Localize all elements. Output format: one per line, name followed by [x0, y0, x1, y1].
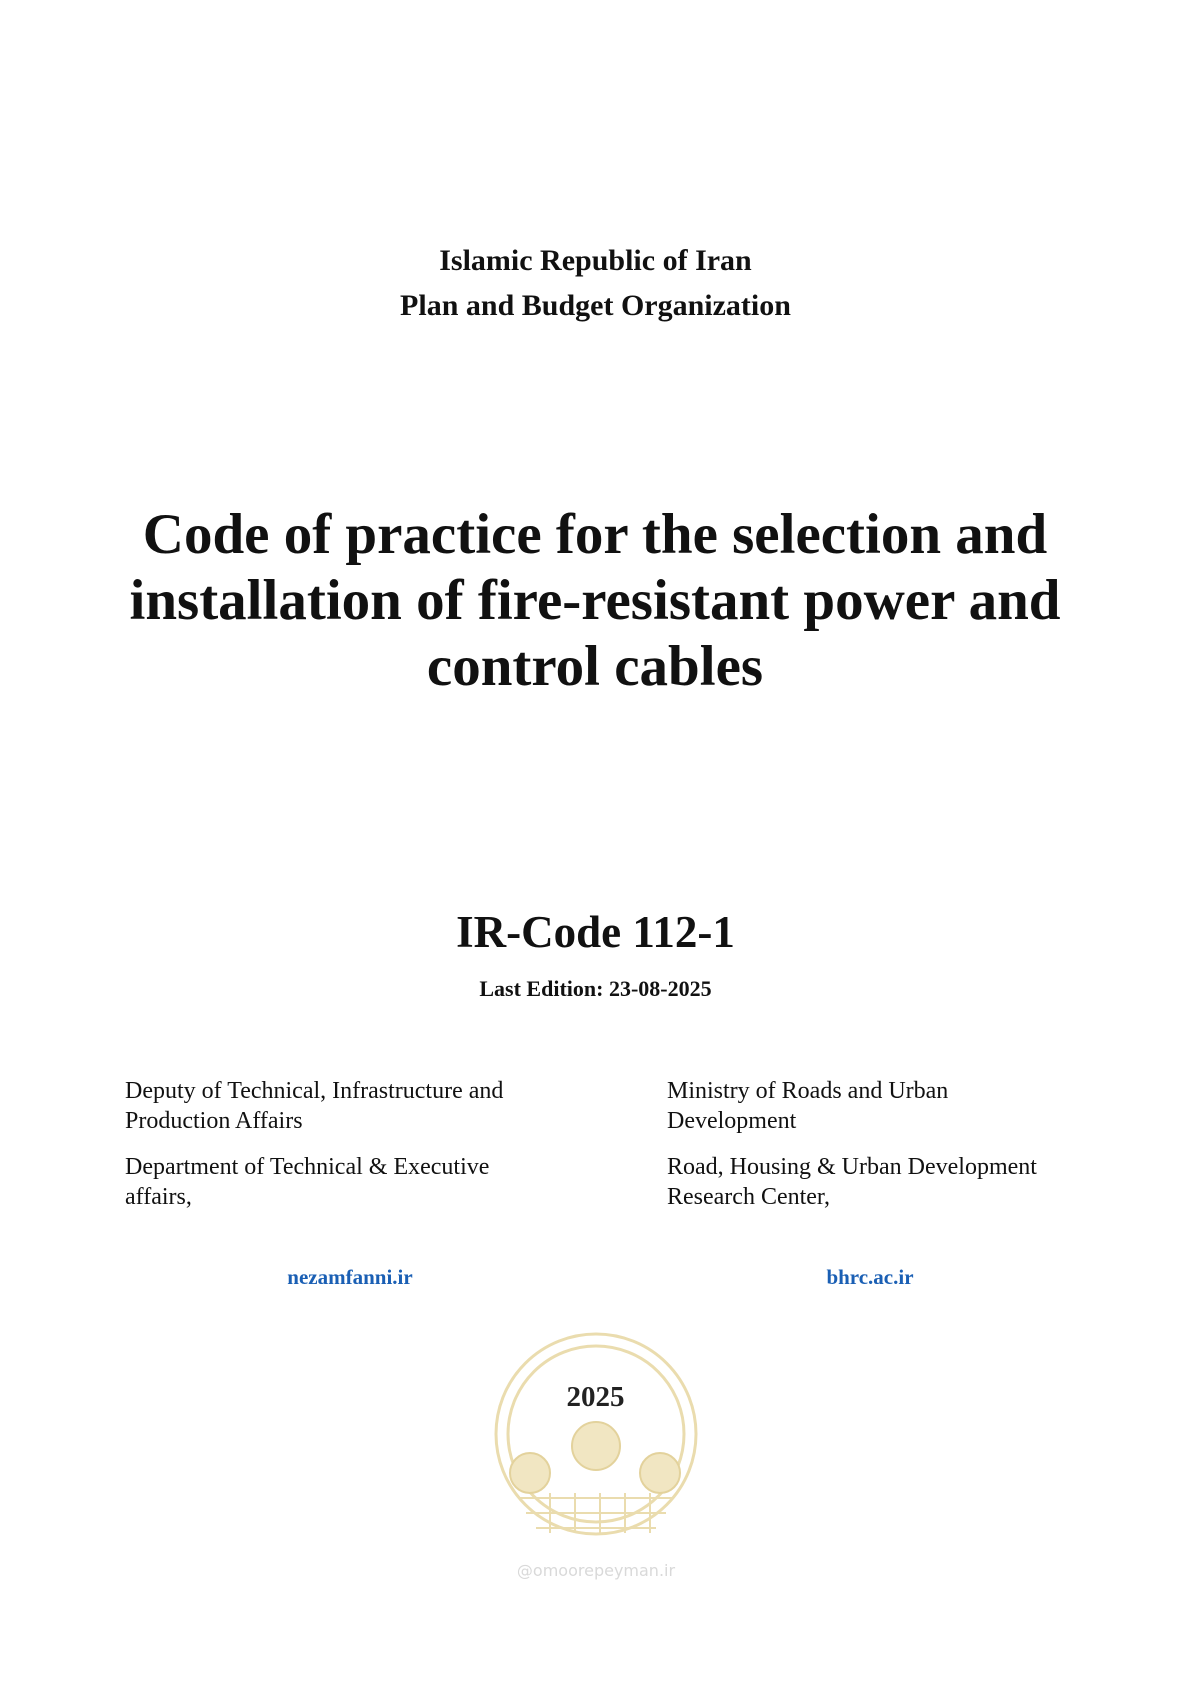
organization-name: Plan and Budget Organization	[400, 289, 791, 322]
edition-date: Last Edition: 23-08-2025	[479, 976, 712, 1001]
document-code: IR-Code 112-1	[456, 907, 735, 957]
left-affiliation	[125, 1076, 565, 1228]
country-name: Islamic Republic of Iran	[439, 244, 752, 277]
research-center-name: Road, Housing & Urban Development Research Center,	[667, 1154, 1037, 1210]
bhrc-link[interactable]: bhrc.ac.ir	[826, 1265, 914, 1289]
title-line-2: installation of fire-resistant power and	[129, 569, 1061, 632]
nezamfanni-link[interactable]: nezamfanni.ir	[287, 1265, 413, 1289]
ministry-name: Ministry of Roads and Urban Development	[667, 1078, 949, 1134]
omoorepeyman-seal-icon	[490, 1328, 702, 1588]
watermark-text: @omoorepeyman.ir	[516, 1561, 676, 1580]
title-line-1: Code of practice for the selection and	[142, 503, 1048, 566]
document-title	[95, 502, 1095, 700]
publication-year: 2025	[566, 1381, 625, 1413]
issuing-authority	[0, 238, 1191, 328]
right-affiliation	[667, 1076, 1107, 1228]
title-line-3: control cables	[426, 635, 764, 698]
deputy-name: Deputy of Technical, Infrastructure and Production Affairs	[125, 1078, 504, 1134]
department-name: Department of Technical & Executive affairs,	[125, 1154, 490, 1210]
